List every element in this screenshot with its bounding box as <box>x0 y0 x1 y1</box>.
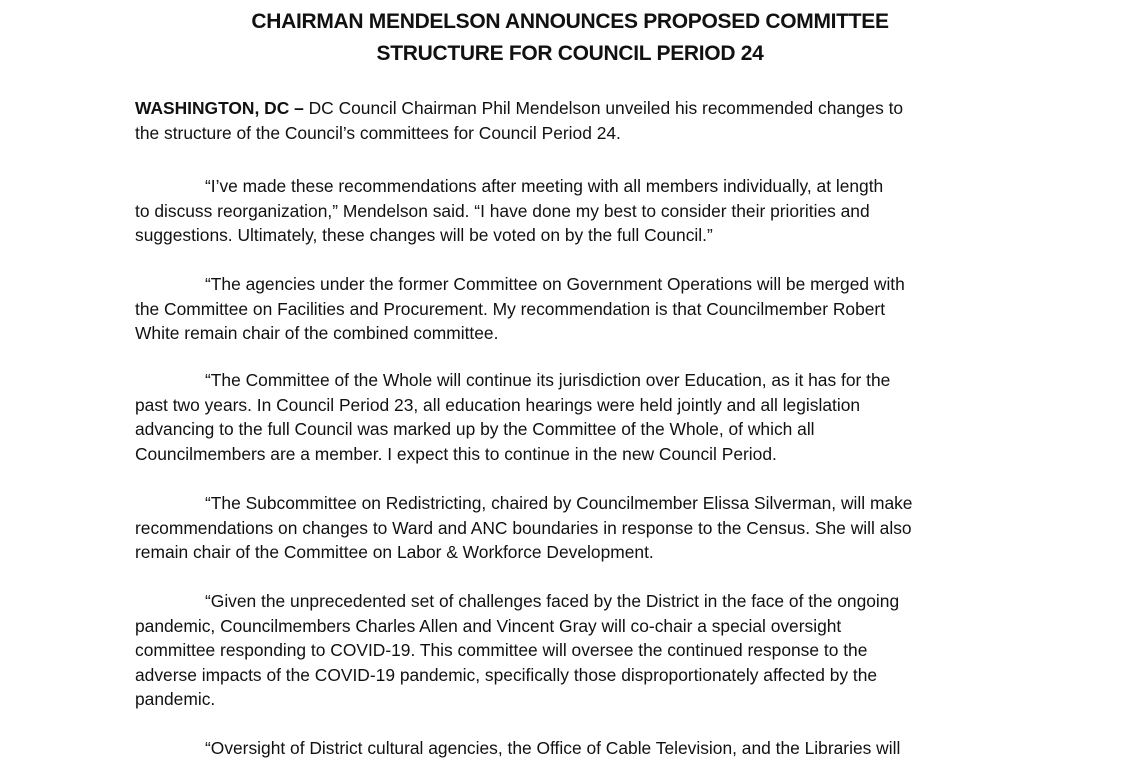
page-title <box>0 6 1140 70</box>
paragraph-line: adverse impacts of the COVID-19 pandemic, specifically those disproportionately affected by the <box>135 664 878 685</box>
paragraph-line <box>135 96 1015 121</box>
paragraph-line: committee responding to COVID-19. This committee will oversee the continued response to the <box>135 640 868 660</box>
paragraph-line: “The agencies under the former Committee on Government Operations will be merged with <box>205 274 905 294</box>
paragraph-line: pandemic, Councilmembers Charles Allen and Vincent Gray will co-chair a special oversight <box>135 615 842 636</box>
paragraph-line: advancing to the full Council was marked up by the Committee of the Whole, of which all <box>135 419 815 439</box>
paragraph-line: the structure of the Council’s committees for Council Period 24. <box>135 122 621 143</box>
paragraph-quote-reorganization <box>135 174 1015 248</box>
paragraph-line-text: DC Council Chairman Phil Mendelson unveiled his recommended changes to <box>303 98 904 118</box>
paragraph-line: the Committee on Facilities and Procurement. My recommendation is that Councilmember Robert <box>135 298 886 319</box>
paragraph-line: “Given the unprecedented set of challenges faced by the District in the face of the ongoing <box>205 591 900 611</box>
paragraph-redistricting <box>135 491 1015 565</box>
paragraph-government-operations <box>135 272 1015 346</box>
paragraph-line: suggestions. Ultimately, these changes will be voted on by the full Council.” <box>135 225 713 245</box>
paragraph-line: recommendations on changes to Ward and ANC boundaries in response to the Census. She will also <box>135 517 912 538</box>
paragraph-committee-of-the-whole <box>135 368 1015 466</box>
title-line: CHAIRMAN MENDELSON ANNOUNCES PROPOSED COMMITTEE <box>251 10 889 33</box>
paragraph-line: “The Committee of the Whole will continue its jurisdiction over Education, as it has for the <box>205 370 891 390</box>
paragraph-line: “The Subcommittee on Redistricting, chaired by Councilmember Elissa Silverman, will make <box>205 493 913 513</box>
paragraph-line: Councilmembers are a member. I expect this to continue in the new Council Period. <box>135 443 777 464</box>
paragraph-line: pandemic. <box>135 689 216 709</box>
dateline: WASHINGTON, DC – <box>135 98 304 118</box>
paragraph-line: “Oversight of District cultural agencies, the Office of Cable Television, and the Libraries will <box>205 738 901 758</box>
paragraph-covid-committee <box>135 589 1015 712</box>
paragraph-line: to discuss reorganization,” Mendelson said. “I have done my best to consider their priorities and <box>135 200 870 221</box>
paragraph-cultural-agencies <box>135 736 1015 760</box>
paragraph-line: remain chair of the Committee on Labor & Workforce Development. <box>135 542 654 562</box>
paragraph-intro <box>135 96 1015 145</box>
paragraph-line: “I’ve made these recommendations after meeting with all members individually, at length <box>205 176 884 196</box>
title-line: STRUCTURE FOR COUNCIL PERIOD 24 <box>376 42 764 65</box>
paragraph-line: White remain chair of the combined committee. <box>135 323 499 343</box>
paragraph-line: past two years. In Council Period 23, all education hearings were held jointly and all legislation <box>135 394 861 415</box>
